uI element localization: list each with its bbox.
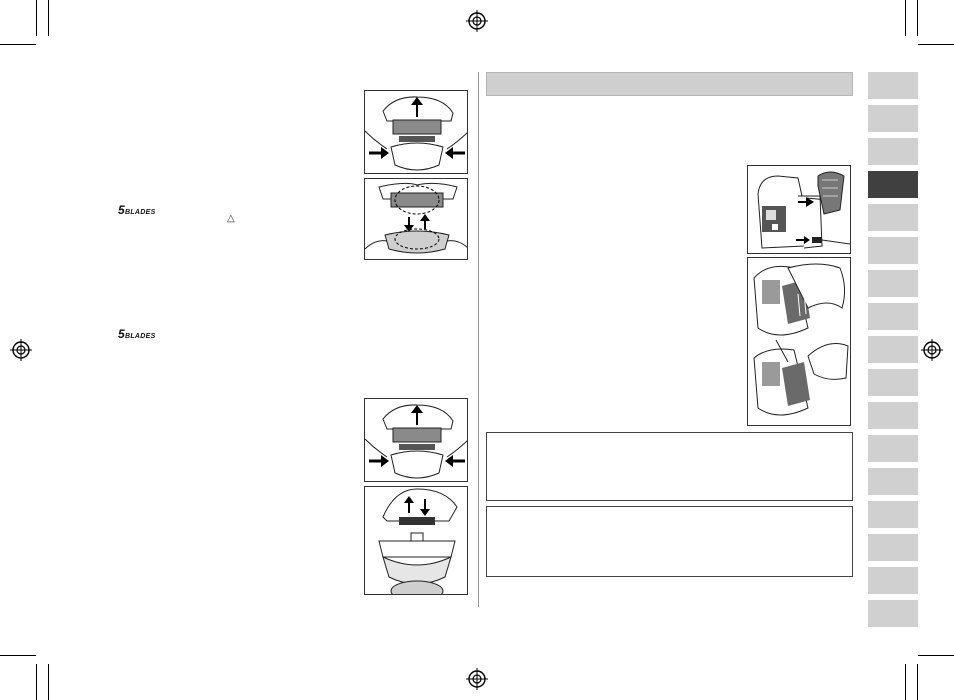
five-blades-logo xyxy=(118,327,156,341)
column-divider xyxy=(478,72,479,607)
index-tab[interactable] xyxy=(868,270,918,297)
illustration-attach-foil xyxy=(364,178,468,260)
crop-mark xyxy=(48,664,49,700)
index-tab[interactable] xyxy=(868,402,918,429)
registration-mark-icon xyxy=(466,10,488,32)
logo-number: 5 xyxy=(118,203,125,217)
crop-mark xyxy=(905,664,906,700)
five-blades-logo xyxy=(118,203,156,217)
illustration-cleaning-station xyxy=(747,165,851,254)
index-tab[interactable] xyxy=(868,435,918,462)
crop-mark xyxy=(917,664,918,700)
logo-word: BLADES xyxy=(124,209,156,216)
note-box xyxy=(486,506,853,577)
registration-mark-icon xyxy=(10,339,32,361)
illustration-remove-blade xyxy=(364,486,468,595)
index-tab[interactable] xyxy=(868,600,918,627)
triangle-mark: △ xyxy=(227,213,235,224)
index-tab[interactable] xyxy=(868,204,918,231)
registration-mark-icon xyxy=(921,339,943,361)
index-tab[interactable] xyxy=(868,501,918,528)
crop-mark xyxy=(918,655,954,656)
logo-word: BLADES xyxy=(124,333,156,340)
note-box xyxy=(486,432,853,501)
section-header-bar xyxy=(486,72,853,96)
index-tab[interactable] xyxy=(868,72,918,99)
crop-mark xyxy=(917,0,918,36)
index-tab[interactable] xyxy=(868,369,918,396)
crop-mark xyxy=(48,0,49,36)
crop-mark xyxy=(36,0,37,36)
crop-mark xyxy=(0,655,36,656)
index-tab[interactable] xyxy=(868,336,918,363)
crop-mark xyxy=(36,664,37,700)
index-tab[interactable] xyxy=(868,468,918,495)
index-tab[interactable] xyxy=(868,567,918,594)
logo-number: 5 xyxy=(118,327,125,341)
index-tab[interactable] xyxy=(868,534,918,561)
index-tab[interactable] xyxy=(868,138,918,165)
index-tab[interactable] xyxy=(868,105,918,132)
index-tab[interactable] xyxy=(868,237,918,264)
registration-mark-icon xyxy=(466,668,488,690)
illustration-clean-filter xyxy=(747,257,851,426)
index-tab-active[interactable] xyxy=(868,171,918,198)
crop-mark xyxy=(0,44,36,45)
crop-mark xyxy=(905,0,906,36)
illustration-remove-foil xyxy=(364,90,468,174)
crop-mark xyxy=(918,44,954,45)
illustration-remove-foil-2 xyxy=(364,398,468,482)
index-tabs xyxy=(868,72,918,633)
index-tab[interactable] xyxy=(868,303,918,330)
